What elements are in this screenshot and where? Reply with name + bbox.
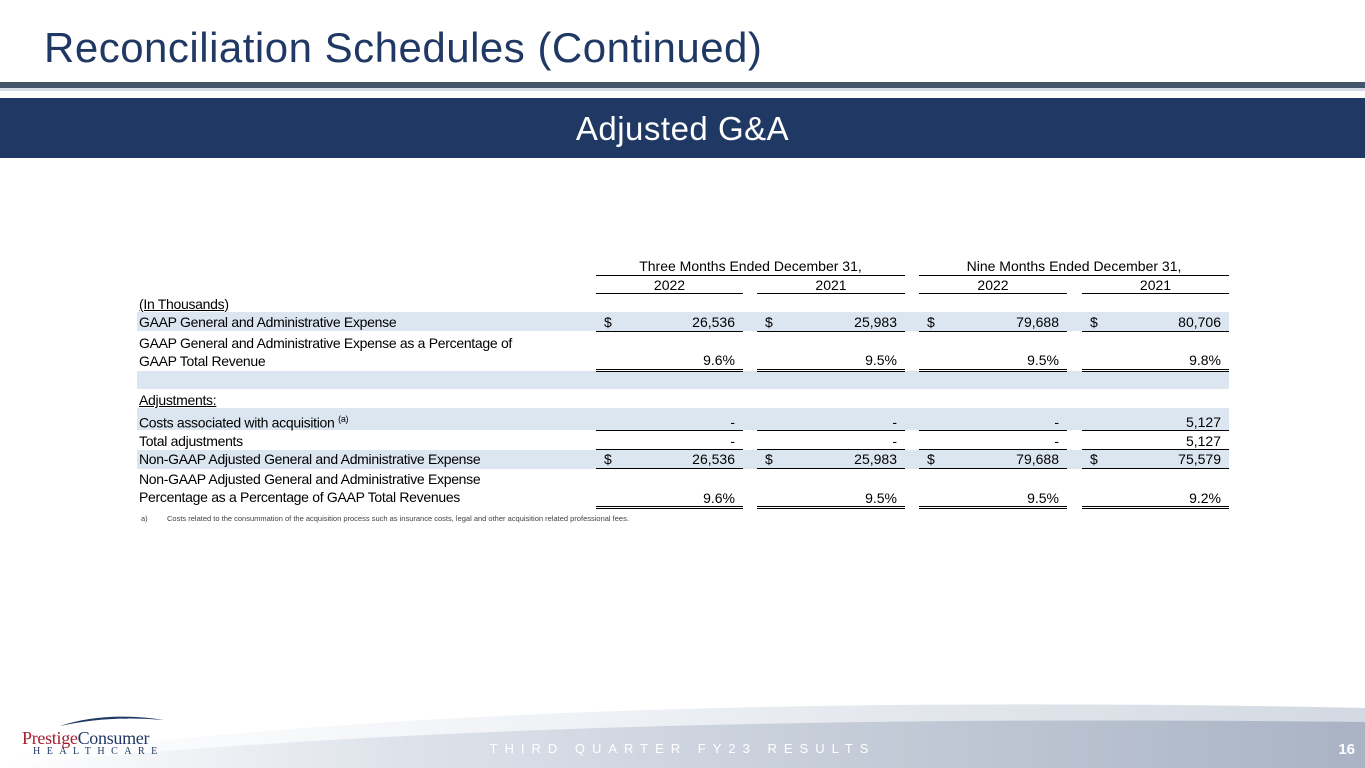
- column-header-year: 2021: [815, 277, 847, 293]
- currency-symbol: $: [604, 451, 612, 467]
- cell-underline: [757, 331, 905, 332]
- cell-underline: [757, 430, 905, 431]
- cell-double-underline: [1082, 506, 1229, 509]
- cell-value: 9.5%: [865, 490, 897, 506]
- cell-double-underline: [757, 369, 905, 372]
- column-header-year: 2022: [653, 277, 686, 293]
- year-underline: [919, 293, 1067, 294]
- cell-underline: [596, 449, 743, 450]
- cell-value: 9.5%: [1027, 352, 1059, 368]
- cell-value: 9.2%: [1189, 490, 1221, 506]
- cell-underline: [1082, 449, 1229, 450]
- row-label-text: Costs associated with acquisition: [139, 414, 335, 431]
- column-header-year: 2022: [977, 277, 1009, 293]
- unit-label: (In Thousands): [139, 296, 229, 312]
- footnote-marker: a): [141, 514, 148, 523]
- currency-symbol: $: [927, 451, 935, 467]
- cell-underline: [919, 468, 1067, 469]
- column-group-header: Nine Months Ended December 31,: [966, 258, 1182, 274]
- cell-value: 26,536: [692, 451, 735, 467]
- cell-double-underline: [596, 506, 743, 509]
- row-label-non-gaap-ga-pct-line2: Percentage as a Percentage of GAAP Total Revenues: [139, 489, 460, 505]
- cell-value: 26,536: [692, 314, 735, 330]
- footnote-text: Costs related to the consummation of the acquisition process such as insurance costs, legal and other acquisition related professional fees.: [167, 514, 629, 523]
- cell-value: 5,127: [1185, 433, 1221, 449]
- footer-swoosh: [0, 690, 1365, 768]
- cell-underline: [919, 331, 1067, 332]
- footnote: [141, 514, 629, 523]
- section-banner: Adjusted G&A: [0, 98, 1365, 158]
- row-label-acquisition-costs: [139, 414, 348, 431]
- column-header-year: 2021: [1139, 277, 1172, 293]
- cell-value: -: [730, 414, 735, 430]
- cell-value: -: [892, 414, 897, 430]
- cell-underline: [596, 331, 743, 332]
- row-label-gaap-ga-pct-line2: GAAP Total Revenue: [139, 353, 266, 369]
- logo-arc-icon: [60, 713, 164, 727]
- cell-double-underline: [757, 506, 905, 509]
- currency-symbol: $: [604, 314, 612, 330]
- currency-symbol: $: [1090, 451, 1098, 467]
- cell-value: 25,983: [854, 451, 897, 467]
- header-underline: [596, 275, 905, 276]
- cell-underline: [596, 430, 743, 431]
- cell-value: -: [1054, 433, 1059, 449]
- row-band: [137, 371, 1229, 389]
- cell-value: 9.8%: [1189, 352, 1221, 368]
- column-group-header: Three Months Ended December 31,: [639, 258, 862, 274]
- cell-value: -: [730, 433, 735, 449]
- logo-word-consumer: Consumer: [77, 728, 150, 748]
- cell-value: 75,579: [1178, 451, 1221, 467]
- cell-value: 79,688: [1016, 451, 1059, 467]
- cell-underline: [596, 468, 743, 469]
- logo-word-healthcare: HEALTHCARE: [33, 746, 164, 757]
- page-title: Reconciliation Schedules (Continued): [44, 24, 763, 71]
- cell-underline: [919, 430, 1067, 431]
- row-label-gaap-ga: GAAP General and Administrative Expense: [139, 314, 397, 330]
- header-underline: [919, 275, 1229, 276]
- year-underline: [757, 293, 905, 294]
- footer-tagline: THIRD QUARTER FY23 RESULTS: [489, 741, 876, 756]
- logo-word-prestige: Prestige: [22, 728, 78, 748]
- adjustments-header: Adjustments:: [139, 392, 217, 408]
- cell-underline: [1082, 468, 1229, 469]
- row-label-total-adjustments: Total adjustments: [139, 433, 243, 449]
- cell-double-underline: [1082, 369, 1229, 372]
- currency-symbol: $: [1090, 314, 1098, 330]
- cell-underline: [1082, 430, 1229, 431]
- cell-underline: [757, 449, 905, 450]
- cell-value: 9.6%: [703, 352, 735, 368]
- cell-double-underline: [919, 369, 1067, 372]
- footnote-ref: (a): [338, 414, 349, 424]
- cell-double-underline: [596, 369, 743, 372]
- cell-value: 79,688: [1016, 314, 1059, 330]
- cell-underline: [1082, 331, 1229, 332]
- cell-value: 9.6%: [703, 490, 735, 506]
- cell-value: 80,706: [1178, 314, 1221, 330]
- cell-value: 5,127: [1185, 414, 1221, 430]
- cell-value: -: [1054, 414, 1059, 430]
- currency-symbol: $: [927, 314, 935, 330]
- row-label-gaap-ga-pct-line1: GAAP General and Administrative Expense as a Percentage of: [139, 335, 513, 351]
- row-label-non-gaap-ga: Non-GAAP Adjusted General and Administrative Expense: [139, 451, 481, 467]
- year-underline: [1082, 293, 1229, 294]
- currency-symbol: $: [765, 451, 773, 467]
- cell-underline: [919, 449, 1067, 450]
- cell-underline: [757, 468, 905, 469]
- cell-value: 9.5%: [865, 352, 897, 368]
- cell-value: 25,983: [854, 314, 897, 330]
- page-number: 16: [1338, 741, 1355, 758]
- cell-value: 9.5%: [1027, 490, 1059, 506]
- currency-symbol: $: [765, 314, 773, 330]
- year-underline: [596, 293, 743, 294]
- cell-double-underline: [919, 506, 1067, 509]
- cell-value: -: [892, 433, 897, 449]
- row-label-non-gaap-ga-pct-line1: Non-GAAP Adjusted General and Administrative Expense: [139, 471, 481, 487]
